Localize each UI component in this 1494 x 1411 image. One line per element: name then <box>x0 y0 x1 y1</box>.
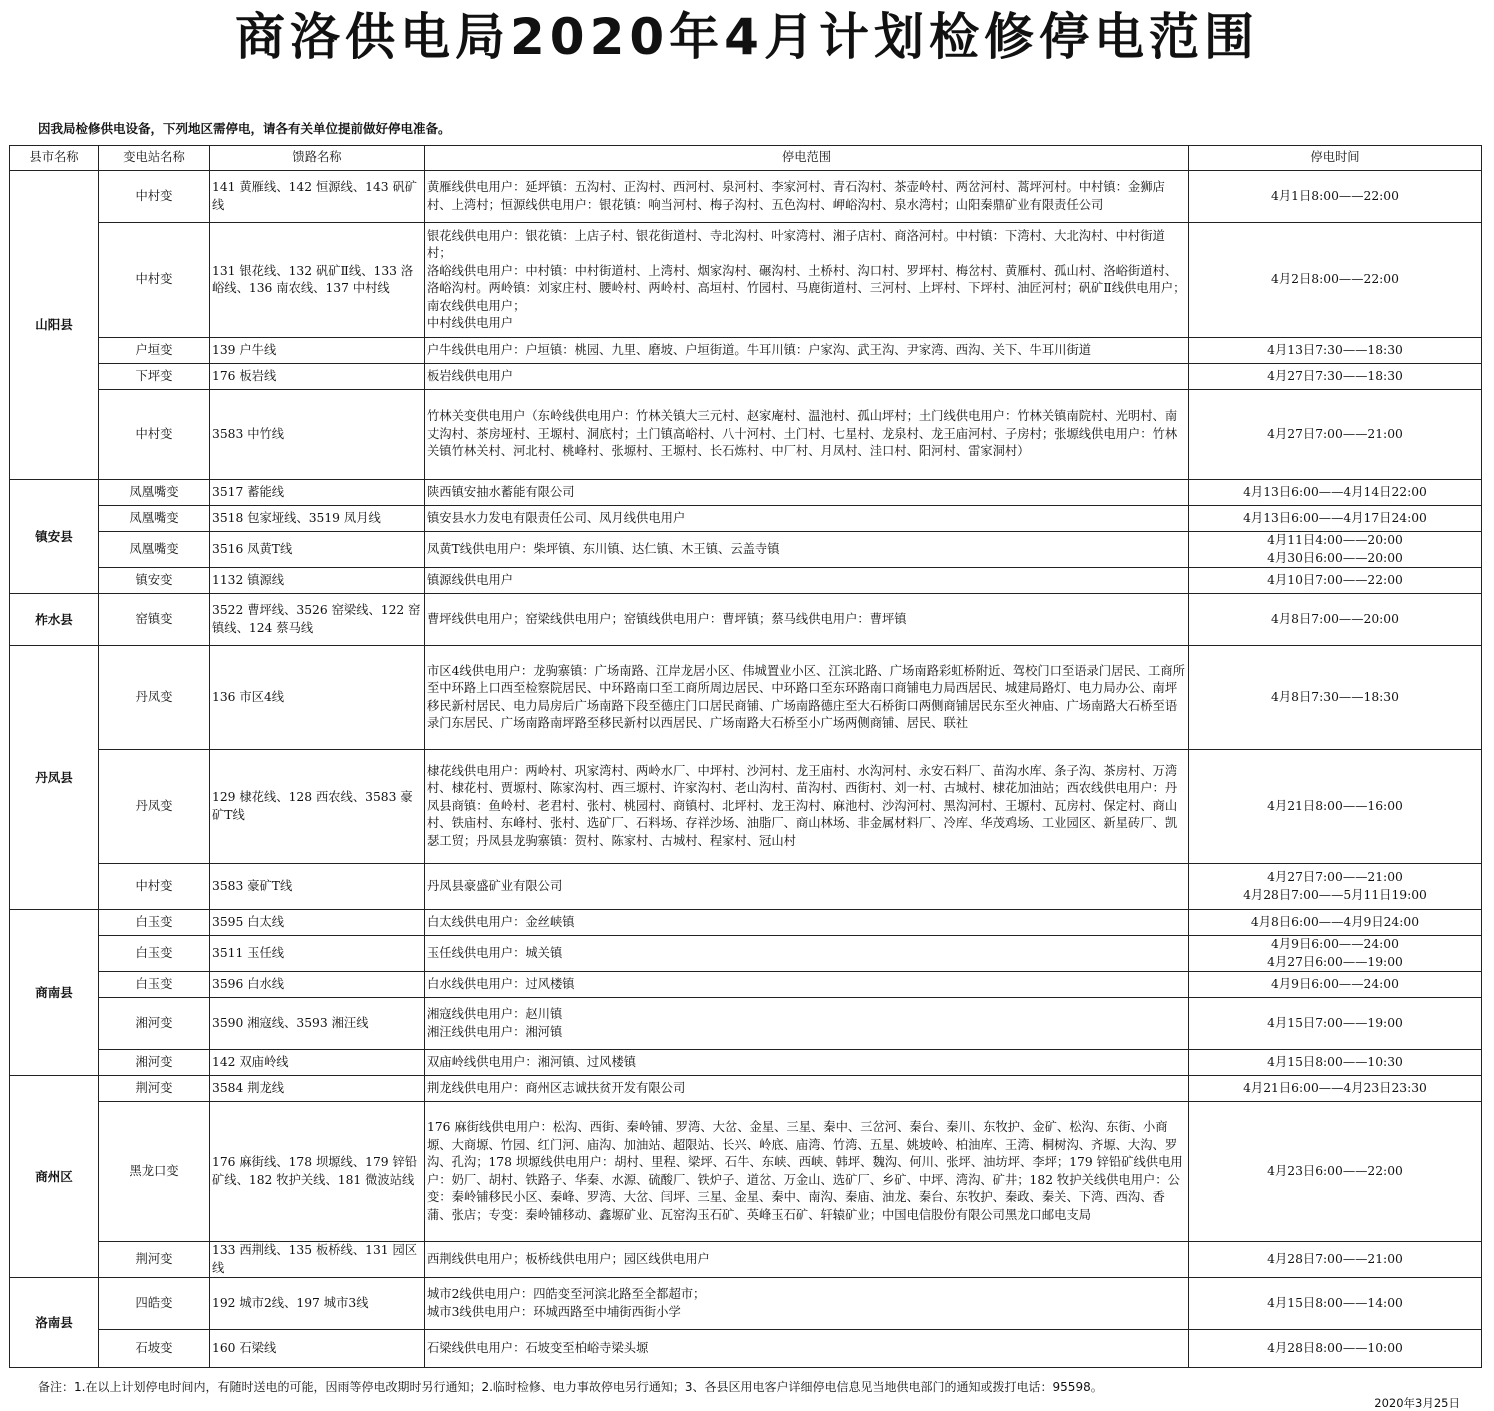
station-cell: 窑镇变 <box>99 594 210 646</box>
station-cell: 凤凰嘴变 <box>99 480 210 506</box>
scope-cell: 市区4线供电用户：龙驹寨镇：广场南路、江岸龙居小区、伟城置业小区、江滨北路、广场南路彩虹桥附近、驾校门口至语录门居民、工商所至中环路上口西至检察院居民、中环路南口至工商所周边居民、中环路口至东环路南口商铺电力局西居民、城建局路灯、电力局办公、南坪移民新村居民、电力局房后广场南路下段至德庄门口居民商铺、广场南路德庄至大石桥街口两侧商铺居民东至火神庙、广场南路大石桥至语录门东居民、广场南路南坪路至移民新村以西居民、广场南路大石桥至小广场两侧商铺、居民、联社 <box>425 646 1189 750</box>
station-cell: 中村变 <box>99 171 210 223</box>
table-row <box>10 338 1482 364</box>
scope-cell: 丹凤县豪盛矿业有限公司 <box>425 864 1189 910</box>
station-cell: 湘河变 <box>99 998 210 1050</box>
feeder-cell: 1132 镇源线 <box>210 568 425 594</box>
table-row <box>10 864 1482 910</box>
table-row <box>10 223 1482 338</box>
table-row <box>10 1050 1482 1076</box>
time-cell: 4月9日6:00——24:00 <box>1189 972 1482 998</box>
feeder-cell: 136 市区4线 <box>210 646 425 750</box>
feeder-cell: 131 银花线、132 矾矿Ⅱ线、133 洛峪线、136 南农线、137 中村线 <box>210 223 425 338</box>
feeder-cell: 142 双庙岭线 <box>210 1050 425 1076</box>
table-row <box>10 750 1482 864</box>
page-title: 商洛供电局2020年4月计划检修停电范围 <box>235 8 1259 66</box>
county-cell: 镇安县 <box>10 480 99 594</box>
scope-cell: 176 麻街线供电用户：松沟、西街、秦岭铺、罗湾、大岔、金星、三星、秦中、三岔河、秦台、秦川、东牧护、金矿、松沟、东街、小商塬、大商塬、竹园、红门河、庙沟、加油站、超限站、长兴、岭底、庙湾、竹湾、五星、姚坡岭、柏油库、王湾、桐树沟、齐塬、大沟、罗沟、孔沟；178 坝塬线供电用户：胡村、里程、梁坪、石牛、东峡、西峡、韩坪、魏沟、何川、张坪、油坊坪、李坪；179 锌铅矿线供电用户：奶厂、胡村、铁路子、华秦、水源、硫酸厂、铁炉子、道岔、万金山、选矿厂、乡矿、中坪、湾沟、矿井；182 牧护关线供电用户：公变：秦岭铺移民小区、秦峰、罗湾、大岔、闫坪、三星、金星、秦中、南沟、秦庙、油龙、秦台、东牧护、秦政、秦关、下湾、西沟、香蒲、张店；专变：秦岭铺移动、鑫塬矿业、瓦窑沟玉石矿、英峰玉石矿、轩辕矿业；中国电信股份有限公司黑龙口邮电支局 <box>425 1102 1189 1242</box>
feeder-cell: 3516 凤黄T线 <box>210 532 425 568</box>
scope-cell: 西荆线供电用户；板桥线供电用户；园区线供电用户 <box>425 1242 1189 1278</box>
footnote: 备注：1.在以上计划停电时间内，有随时送电的可能，因雨等停电改期时另行通知；2.临时检修、电力事故停电另行通知；3、各县区用电客户详细停电信息见当地供电部门的通知或拨打电话：95598。 <box>38 1380 1103 1394</box>
time-cell: 4月15日7:00——19:00 <box>1189 998 1482 1050</box>
county-cell: 丹凤县 <box>10 646 99 910</box>
table-row <box>10 506 1482 532</box>
table-row <box>10 1330 1482 1368</box>
table-row <box>10 646 1482 750</box>
county-cell: 柞水县 <box>10 594 99 646</box>
station-cell: 丹凤变 <box>99 750 210 864</box>
county-cell: 商州区 <box>10 1076 99 1278</box>
station-cell: 白玉变 <box>99 910 210 936</box>
time-cell: 4月21日6:00——4月23日23:30 <box>1189 1076 1482 1102</box>
feeder-cell: 139 户牛线 <box>210 338 425 364</box>
time-cell: 4月23日6:00——22:00 <box>1189 1102 1482 1242</box>
table-body <box>10 171 1482 1368</box>
time-cell: 4月15日8:00——14:00 <box>1189 1278 1482 1330</box>
station-cell: 中村变 <box>99 864 210 910</box>
table-row <box>10 972 1482 998</box>
time-cell: 4月8日6:00——4月9日24:00 <box>1189 910 1482 936</box>
table-row <box>10 594 1482 646</box>
scope-cell: 银花线供电用户：银花镇：上店子村、银花街道村、寺北沟村、叶家湾村、湘子店村、商洛河村。中村镇：下湾村、大北沟村、中村街道村； 洛峪线供电用户：中村镇：中村街道村、上湾村、烟家沟村、碾沟村、土桥村、沟口村、罗坪村、梅岔村、黄雁村、孤山村、洛峪街道村、洛峪沟村。两岭镇：刘家庄村、腰岭村、两岭村、高垣村、竹园村、马鹿街道村、三河村、上坪村、下坪村、油匠河村；矾矿Ⅱ线供电用户；南农线供电用户； 中村线供电用户 <box>425 223 1189 338</box>
time-cell: 4月27日7:30——18:30 <box>1189 364 1482 390</box>
station-cell: 中村变 <box>99 223 210 338</box>
station-cell: 黑龙口变 <box>99 1102 210 1242</box>
station-cell: 丹凤变 <box>99 646 210 750</box>
table-row <box>10 171 1482 223</box>
time-cell: 4月28日7:00——21:00 <box>1189 1242 1482 1278</box>
time-cell: 4月13日7:30——18:30 <box>1189 338 1482 364</box>
station-cell: 中村变 <box>99 390 210 480</box>
time-cell: 4月1日8:00——22:00 <box>1189 171 1482 223</box>
feeder-cell: 133 西荆线、135 板桥线、131 园区线 <box>210 1242 425 1278</box>
issue-date: 2020年3月25日 <box>1374 1396 1460 1410</box>
table-row <box>10 1076 1482 1102</box>
scope-cell: 双庙岭线供电用户：湘河镇、过风楼镇 <box>425 1050 1189 1076</box>
header-time: 停电时间 <box>1189 146 1482 171</box>
time-cell: 4月13日6:00——4月17日24:00 <box>1189 506 1482 532</box>
time-cell: 4月2日8:00——22:00 <box>1189 223 1482 338</box>
time-cell: 4月11日4:00——20:00 4月30日6:00——20:00 <box>1189 532 1482 568</box>
table-row <box>10 390 1482 480</box>
feeder-cell: 3517 蓄能线 <box>210 480 425 506</box>
table-row <box>10 1102 1482 1242</box>
station-cell: 石坡变 <box>99 1330 210 1368</box>
outage-table <box>9 145 1482 1368</box>
time-cell: 4月9日6:00——24:00 4月27日6:00——19:00 <box>1189 936 1482 972</box>
scope-cell: 黄雁线供电用户：延坪镇：五沟村、正沟村、西河村、泉河村、李家河村、青石沟村、茶壶岭村、两岔河村、蒿坪河村。中村镇：金狮店村、上湾村；恒源线供电用户：银花镇：响当河村、梅子沟村、五色沟村、岬峪沟村、泉水湾村；山阳秦鼎矿业有限责任公司 <box>425 171 1189 223</box>
feeder-cell: 3596 白水线 <box>210 972 425 998</box>
feeder-cell: 192 城市2线、197 城市3线 <box>210 1278 425 1330</box>
station-cell: 凤凰嘴变 <box>99 532 210 568</box>
scope-cell: 荆龙线供电用户：商州区志诚扶贫开发有限公司 <box>425 1076 1189 1102</box>
station-cell: 湘河变 <box>99 1050 210 1076</box>
header-county: 县市名称 <box>10 146 99 171</box>
table-row <box>10 1278 1482 1330</box>
station-cell: 荆河变 <box>99 1242 210 1278</box>
feeder-cell: 3522 曹坪线、3526 窑梁线、122 窑镇线、124 蔡马线 <box>210 594 425 646</box>
feeder-cell: 176 麻街线、178 坝塬线、179 锌铅矿线、182 牧护关线、181 微波站线 <box>210 1102 425 1242</box>
time-cell: 4月13日6:00——4月14日22:00 <box>1189 480 1482 506</box>
feeder-cell: 3583 豪矿T线 <box>210 864 425 910</box>
time-cell: 4月8日7:00——20:00 <box>1189 594 1482 646</box>
header-scope: 停电范围 <box>425 146 1189 171</box>
table-row <box>10 936 1482 972</box>
scope-cell: 户牛线供电用户：户垣镇：桃园、九里、磨坡、户垣街道。牛耳川镇：户家沟、武王沟、尹家湾、西沟、关下、牛耳川街道 <box>425 338 1189 364</box>
time-cell: 4月27日7:00——21:00 4月28日7:00——5月11日19:00 <box>1189 864 1482 910</box>
scope-cell: 曹坪线供电用户；窑梁线供电用户；窑镇线供电用户：曹坪镇；蔡马线供电用户：曹坪镇 <box>425 594 1189 646</box>
feeder-cell: 176 板岩线 <box>210 364 425 390</box>
scope-cell: 玉任线供电用户：城关镇 <box>425 936 1189 972</box>
feeder-cell: 3595 白太线 <box>210 910 425 936</box>
scope-cell: 陕西镇安抽水蓄能有限公司 <box>425 480 1189 506</box>
table-row <box>10 480 1482 506</box>
time-cell: 4月21日8:00——16:00 <box>1189 750 1482 864</box>
station-cell: 白玉变 <box>99 972 210 998</box>
feeder-cell: 141 黄雁线、142 恒源线、143 矾矿线 <box>210 171 425 223</box>
header-station: 变电站名称 <box>99 146 210 171</box>
station-cell: 白玉变 <box>99 936 210 972</box>
scope-cell: 镇源线供电用户 <box>425 568 1189 594</box>
scope-cell: 棣花线供电用户：两岭村、巩家湾村、两岭水厂、中坪村、沙河村、龙王庙村、水沟河村、永安石料厂、苗沟水库、条子沟、茶房村、万湾村、棣花村、贾塬村、陈家沟村、西三塬村、许家沟村、老山沟村、苗沟村、西街村、刘一村、古城村、棣花加油站；西农线供电用户：丹凤县商镇：鱼岭村、老君村、张村、桃园村、商镇村、北坪村、龙王沟村、麻池村、沙沟河村、黑沟河村、王塬村、瓦房村、保定村、商山村、铁庙村、东峰村、张村、选矿厂、石料场、存祥沙场、油脂厂、商山林场、非金属材料厂、冷库、华茂鸡场、工业园区、新星砖厂、凯瑟工贸；丹凤县龙驹寨镇：贺村、陈家村、古城村、程家村、冠山村 <box>425 750 1189 864</box>
station-cell: 凤凰嘴变 <box>99 506 210 532</box>
feeder-cell: 3518 包家垭线、3519 凤月线 <box>210 506 425 532</box>
time-cell: 4月8日7:30——18:30 <box>1189 646 1482 750</box>
scope-cell: 湘寇线供电用户：赵川镇 湘汪线供电用户：湘河镇 <box>425 998 1189 1050</box>
scope-cell: 凤黄T线供电用户：柴坪镇、东川镇、达仁镇、木王镇、云盖寺镇 <box>425 532 1189 568</box>
table-row <box>10 1242 1482 1278</box>
station-cell: 荆河变 <box>99 1076 210 1102</box>
time-cell: 4月15日8:00——10:30 <box>1189 1050 1482 1076</box>
scope-cell: 城市2线供电用户：四皓变至河滨北路至全都超市； 城市3线供电用户：环城西路至中埔街西街小学 <box>425 1278 1189 1330</box>
scope-cell: 白太线供电用户：金丝峡镇 <box>425 910 1189 936</box>
feeder-cell: 3584 荆龙线 <box>210 1076 425 1102</box>
time-cell: 4月27日7:00——21:00 <box>1189 390 1482 480</box>
county-cell: 商南县 <box>10 910 99 1076</box>
scope-cell: 板岩线供电用户 <box>425 364 1189 390</box>
feeder-cell: 160 石梁线 <box>210 1330 425 1368</box>
intro-text: 因我局检修供电设备，下列地区需停电，请各有关单位提前做好停电准备。 <box>38 121 451 136</box>
scope-cell: 镇安县水力发电有限责任公司、凤月线供电用户 <box>425 506 1189 532</box>
feeder-cell: 3583 中竹线 <box>210 390 425 480</box>
time-cell: 4月10日7:00——22:00 <box>1189 568 1482 594</box>
table-row <box>10 532 1482 568</box>
feeder-cell: 3511 玉任线 <box>210 936 425 972</box>
station-cell: 四皓变 <box>99 1278 210 1330</box>
station-cell: 户垣变 <box>99 338 210 364</box>
county-cell: 洛南县 <box>10 1278 99 1368</box>
table-row <box>10 568 1482 594</box>
station-cell: 镇安变 <box>99 568 210 594</box>
table-row <box>10 364 1482 390</box>
header-feeder: 馈路名称 <box>210 146 425 171</box>
station-cell: 下坪变 <box>99 364 210 390</box>
time-cell: 4月28日8:00——10:00 <box>1189 1330 1482 1368</box>
scope-cell: 石梁线供电用户：石坡变至柏峪寺梁头塬 <box>425 1330 1189 1368</box>
feeder-cell: 3590 湘寇线、3593 湘汪线 <box>210 998 425 1050</box>
table-row <box>10 998 1482 1050</box>
table-header-row <box>10 146 1482 171</box>
county-cell: 山阳县 <box>10 171 99 480</box>
scope-cell: 竹林关变供电用户（东岭线供电用户：竹林关镇大三元村、赵家庵村、温池村、孤山坪村；土门线供电用户：竹林关镇南院村、光明村、南丈沟村、茶房垭村、王塬村、洞底村；土门镇高峪村、八十河村、土门村、七星村、龙泉村、龙王庙河村、子房村；张塬线供电用户：竹林关镇竹林关村、河北村、桃峰村、张塬村、王塬村、长石炼村、中厂村、月凤村、洼口村、阳河村、雷家洞村） <box>425 390 1189 480</box>
table-row <box>10 910 1482 936</box>
scope-cell: 白水线供电用户：过风楼镇 <box>425 972 1189 998</box>
feeder-cell: 129 棣花线、128 西农线、3583 豪矿T线 <box>210 750 425 864</box>
